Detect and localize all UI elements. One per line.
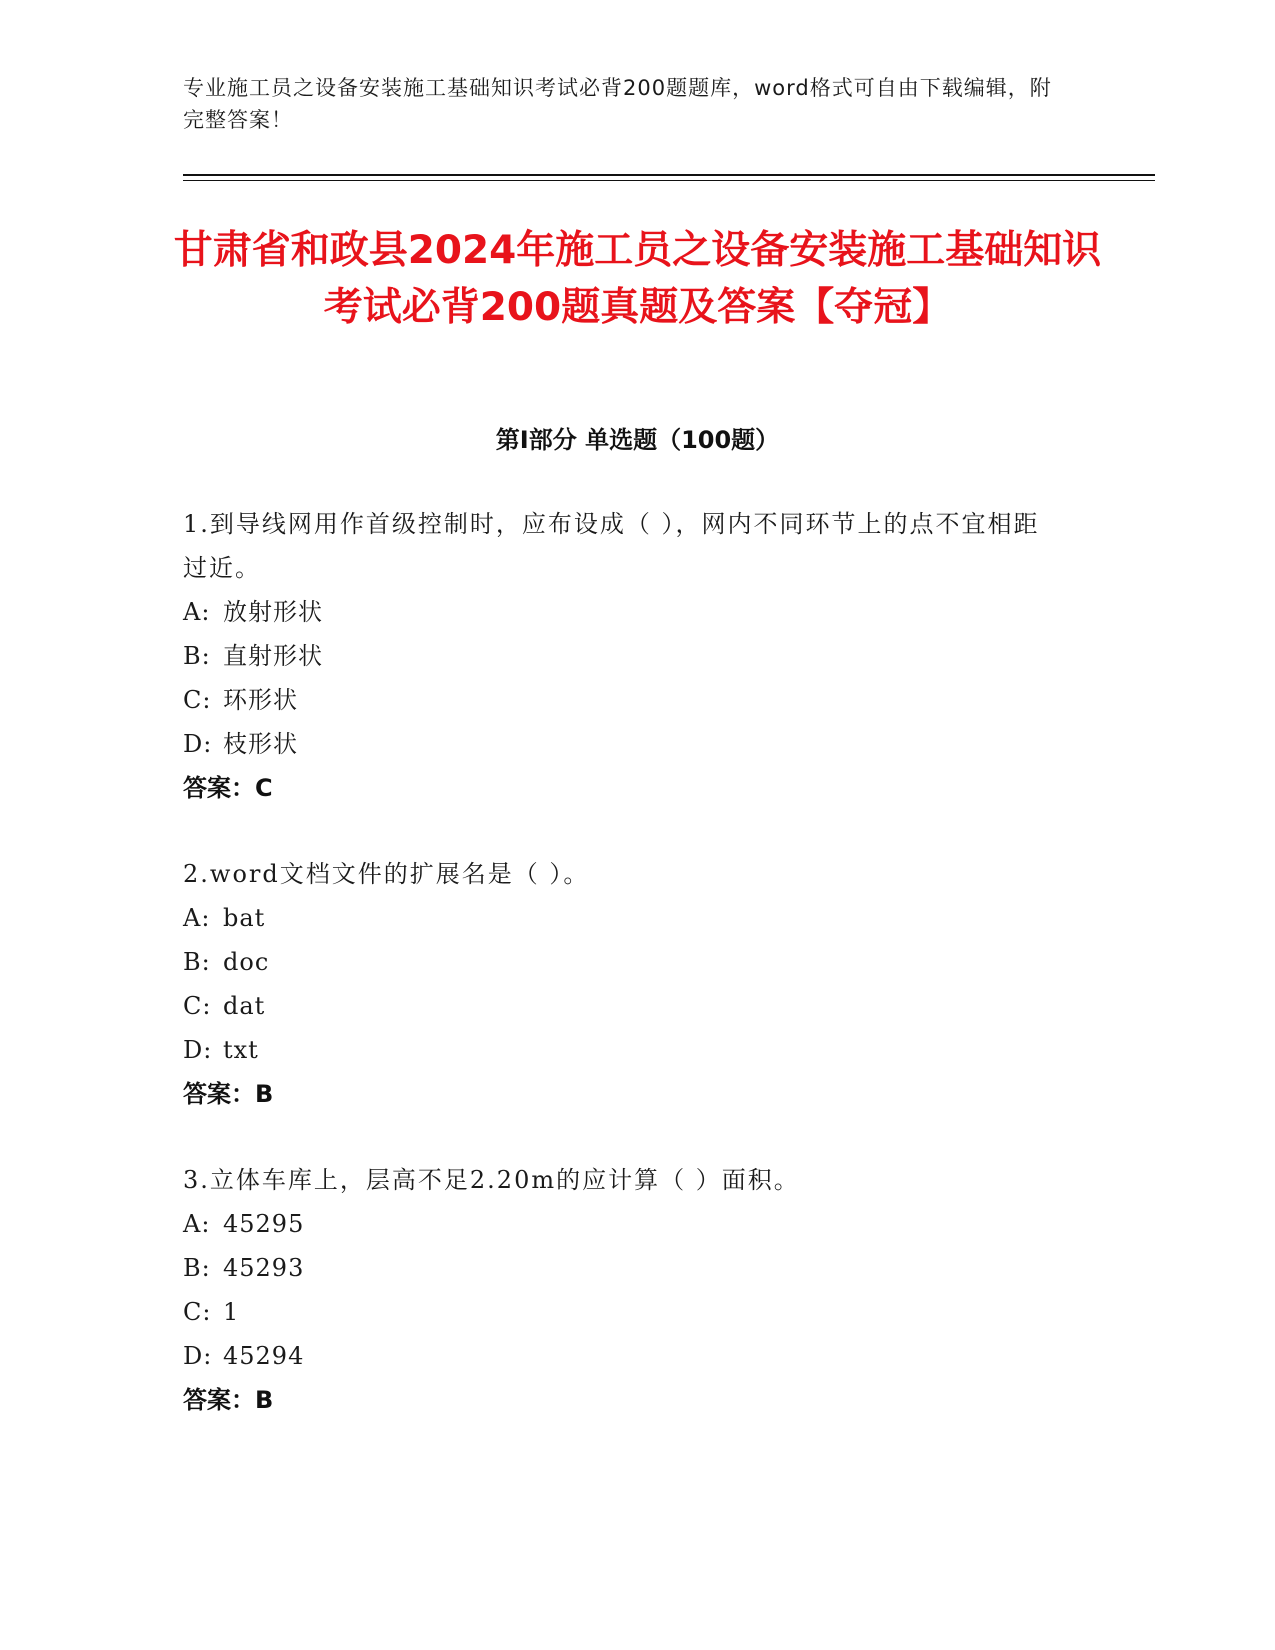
answer-line: 答案：C	[183, 774, 273, 802]
option-key: A:	[183, 598, 211, 626]
question-1	[183, 502, 1063, 810]
option-b	[183, 1246, 1063, 1290]
question-stem: 1.到导线网用作首级控制时，应布设成（ ），网内不同环节上的点不宜相距过近。	[183, 510, 1040, 582]
option-text: bat	[223, 904, 266, 932]
option-key: C:	[183, 992, 212, 1020]
option-key: B:	[183, 948, 211, 976]
option-c	[183, 984, 1063, 1028]
option-text: 45294	[223, 1342, 305, 1370]
option-b	[183, 634, 1063, 678]
option-text: dat	[223, 992, 266, 1020]
option-c	[183, 1290, 1063, 1334]
option-a	[183, 590, 1063, 634]
option-text: doc	[223, 948, 270, 976]
option-key: D:	[183, 1036, 213, 1064]
option-text: txt	[223, 1036, 259, 1064]
option-c	[183, 678, 1063, 722]
option-d	[183, 1028, 1063, 1072]
option-text: 环形状	[223, 686, 298, 714]
option-key: B:	[183, 1254, 211, 1282]
question-stem: 3.立体车库上，层高不足2.20m的应计算（ ）面积。	[183, 1166, 800, 1194]
option-key: C:	[183, 1298, 212, 1326]
option-d	[183, 1334, 1063, 1378]
option-key: D:	[183, 730, 213, 758]
option-key: D:	[183, 1342, 213, 1370]
option-text: 放射形状	[223, 598, 323, 626]
option-b	[183, 940, 1063, 984]
option-key: A:	[183, 1210, 211, 1238]
option-key: A:	[183, 904, 211, 932]
header-note: 专业施工员之设备安装施工基础知识考试必背200题题库，word格式可自由下载编辑，附完整答案！	[183, 76, 1052, 132]
question-2	[183, 852, 1063, 1116]
question-3	[183, 1158, 1063, 1422]
section-title: 第Ⅰ部分 单选题（100题）	[495, 426, 780, 454]
option-d	[183, 722, 1063, 766]
option-text: 1	[223, 1298, 240, 1326]
option-a	[183, 1202, 1063, 1246]
option-key: C:	[183, 686, 212, 714]
option-text: 45295	[223, 1210, 305, 1238]
option-text: 枝形状	[223, 730, 298, 758]
option-text: 45293	[223, 1254, 305, 1282]
answer-line: 答案：B	[183, 1080, 274, 1108]
question-stem: 2.word文档文件的扩展名是（ ）。	[183, 860, 590, 888]
answer-line: 答案：B	[183, 1386, 274, 1414]
option-key: B:	[183, 642, 211, 670]
document-title: 甘肃省和政县2024年施工员之设备安装施工基础知识考试必背200题真题及答案【夺冠】	[173, 228, 1102, 330]
header-rule-thick	[183, 174, 1155, 176]
option-text: 直射形状	[223, 642, 323, 670]
header-rule-thin	[183, 180, 1155, 181]
option-a	[183, 896, 1063, 940]
